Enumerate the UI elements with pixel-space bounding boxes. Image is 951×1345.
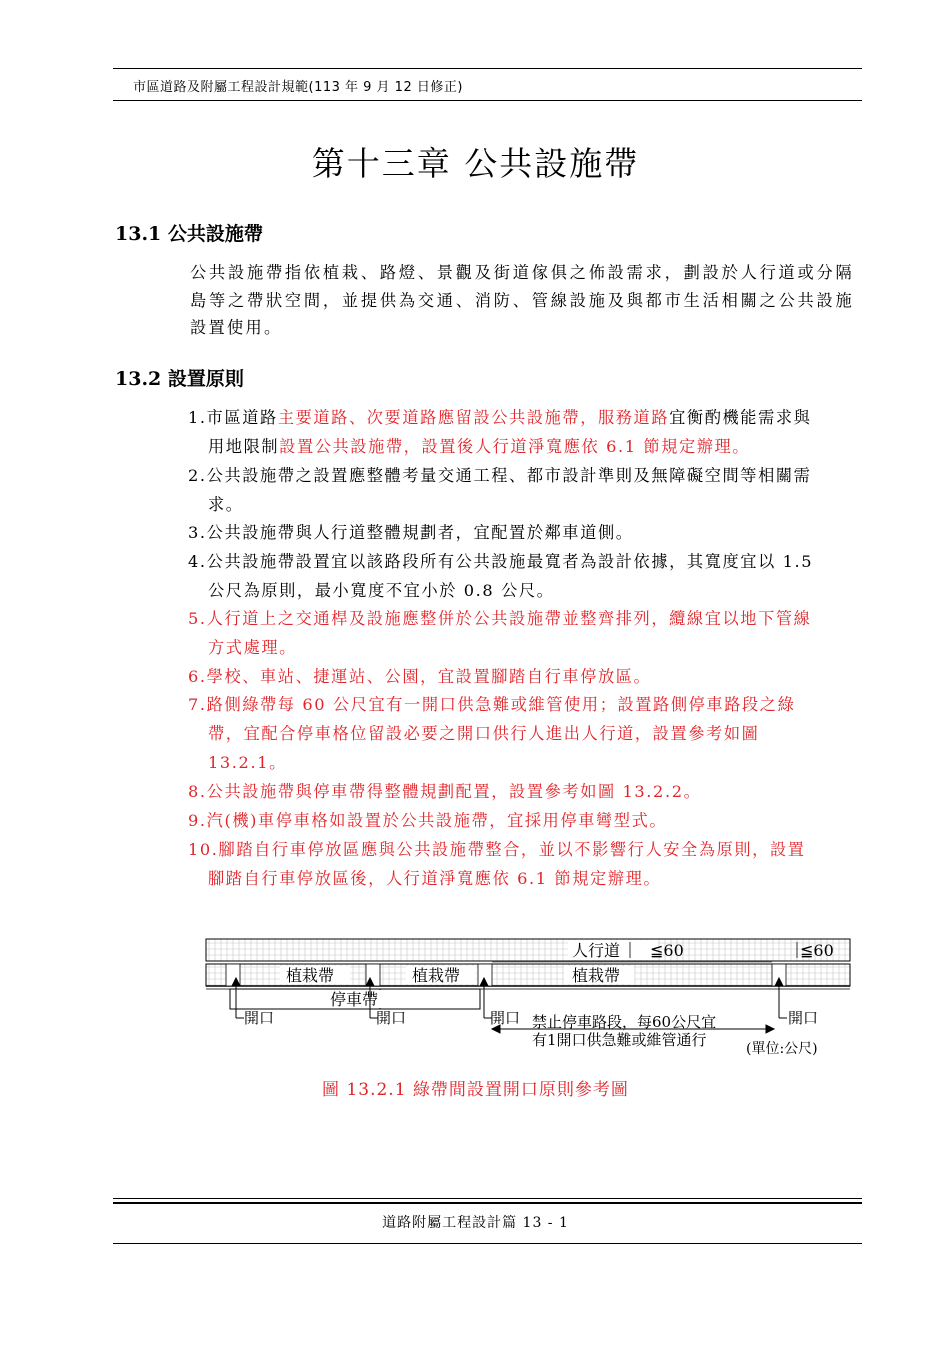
opening-label: 開口 — [244, 1009, 275, 1027]
list-item-number: 9. — [188, 811, 207, 830]
list-item-text: 宜衡酌機能需求與 — [669, 408, 812, 427]
list-item-text: 求。 — [208, 495, 244, 514]
list-item-3 — [188, 518, 856, 547]
sidewalk-label: 人行道 — [572, 941, 621, 960]
list-item-text: 腳踏自行車停放區後，人行道淨寬應依 6.1 節規定辦理。 — [208, 869, 662, 888]
list-item-7 — [188, 690, 856, 777]
list-item-1 — [188, 403, 856, 461]
list-item-number: 8. — [188, 782, 207, 801]
section-13-1-body: 公共設施帶指依植栽、路燈、景觀及街道傢俱之佈設需求，劃設於人行道或分隔島等之帶狀空間，並提供為交通、消防、管線設施及與都市生活相關之公共設施設置使用。 — [190, 263, 854, 337]
header-top-rule — [113, 68, 862, 69]
chapter-title: 第十三章 公共設施帶 — [311, 144, 640, 183]
list-item-text: 公共設施帶與停車帶得整體規劃配置，設置參考如圖 13.2.2。 — [206, 782, 702, 801]
list-item-text: 公共設施帶之設置應整體考量交通工程、都市設計準則及無障礙空間等相關需 — [206, 466, 812, 485]
list-item-4 — [188, 547, 856, 605]
list-item-text: 方式處理。 — [208, 638, 297, 657]
list-item-text: 學校、車站、捷運站、公園，宜設置腳踏自行車停放區。 — [206, 667, 652, 686]
page-footer: 道路附屬工程設計篇 13 - 1 — [382, 1215, 569, 1231]
opening-label: 開口 — [376, 1009, 407, 1027]
list-item-text: 汽(機)車停車格如設置於公共設施帶，宜採用停車彎型式。 — [206, 811, 668, 830]
list-item-number: 5. — [188, 609, 207, 628]
list-item-2 — [188, 461, 856, 519]
list-item-text: 路側綠帶每 60 公尺宜有一開口供急難或維管使用；設置路側停車路段之綠 — [206, 695, 796, 714]
list-item-10 — [188, 835, 856, 893]
opening-label: 開口 — [490, 1009, 521, 1027]
list-item-text: 用地限制 — [208, 437, 280, 456]
unit-note: (單位:公尺) — [746, 1041, 818, 1057]
list-item-text: 公尺為原則，最小寬度不宜小於 0.8 公尺。 — [208, 581, 555, 600]
spacing-limit-label: ≦60 — [800, 941, 834, 960]
spacing-limit-label: ≦60 — [650, 941, 684, 960]
list-item-text: 人行道上之交通桿及設施應整併於公共設施帶並整齊排列，纜線宜以地下管線 — [206, 609, 812, 628]
planting-band-label: 植栽帶 — [286, 966, 335, 985]
list-item-text: 公共設施帶設置宜以該路段所有公共設施最寬者為設計依據，其寬度宜以 1.5 — [206, 552, 814, 571]
list-item-text: 市區道路 — [206, 408, 278, 427]
list-item-number: 4. — [188, 552, 207, 571]
list-item-text-highlight: 設置公共設施帶，設置後人行道淨寬應依 6.1 節規定辦理。 — [279, 437, 751, 456]
list-item-number: 6. — [188, 667, 207, 686]
list-item-text: 公共設施帶與人行道整體規劃者，宜配置於鄰車道側。 — [206, 523, 634, 542]
footer-rule-thin — [113, 1198, 862, 1199]
list-item-number: 2. — [188, 466, 207, 485]
section-heading-13-2: 13.2 設置原則 — [115, 368, 244, 390]
green-belt-opening-diagram — [200, 934, 860, 1064]
planting-band-label: 植栽帶 — [572, 966, 621, 985]
list-item-text: 13.2.1。 — [208, 753, 287, 772]
figure-caption: 圖 13.2.1 綠帶間設置開口原則參考圖 — [322, 1080, 629, 1100]
planting-band-label: 植栽帶 — [412, 966, 461, 985]
header-bottom-rule — [113, 100, 862, 101]
list-item-text-highlight: 主要道路、次要道路應留設公共設施帶，服務道路 — [277, 408, 670, 427]
list-item-number: 7. — [188, 695, 207, 714]
opening-label: 開口 — [788, 1009, 819, 1027]
no-parking-note: 禁止停車路段，每60公尺宜 — [532, 1013, 717, 1031]
list-item-8 — [188, 777, 856, 806]
sidewalk-band — [206, 939, 850, 961]
list-item-number: 1. — [188, 408, 207, 427]
parking-band-label: 停車帶 — [330, 990, 379, 1009]
list-item-text: 帶，宜配合停車格位留設必要之開口供行人進出人行道，設置參考如圖 — [208, 724, 760, 743]
list-item-text: 腳踏自行車停放區應與公共設施帶整合，並以不影響行人安全為原則，設置 — [218, 840, 806, 859]
running-header: 市區道路及附屬工程設計規範(113 年 9 月 12 日修正) — [133, 80, 463, 95]
section-heading-13-1: 13.1 公共設施帶 — [115, 223, 263, 245]
list-item-5 — [188, 604, 856, 662]
list-item-number: 3. — [188, 523, 207, 542]
list-item-6 — [188, 662, 856, 691]
footer-rule-thick — [113, 1202, 862, 1204]
list-item-9 — [188, 806, 856, 835]
footer-bottom-rule — [113, 1243, 862, 1244]
list-item-number: 10. — [188, 840, 219, 859]
no-parking-note: 有1開口供急難或維管通行 — [532, 1031, 707, 1049]
